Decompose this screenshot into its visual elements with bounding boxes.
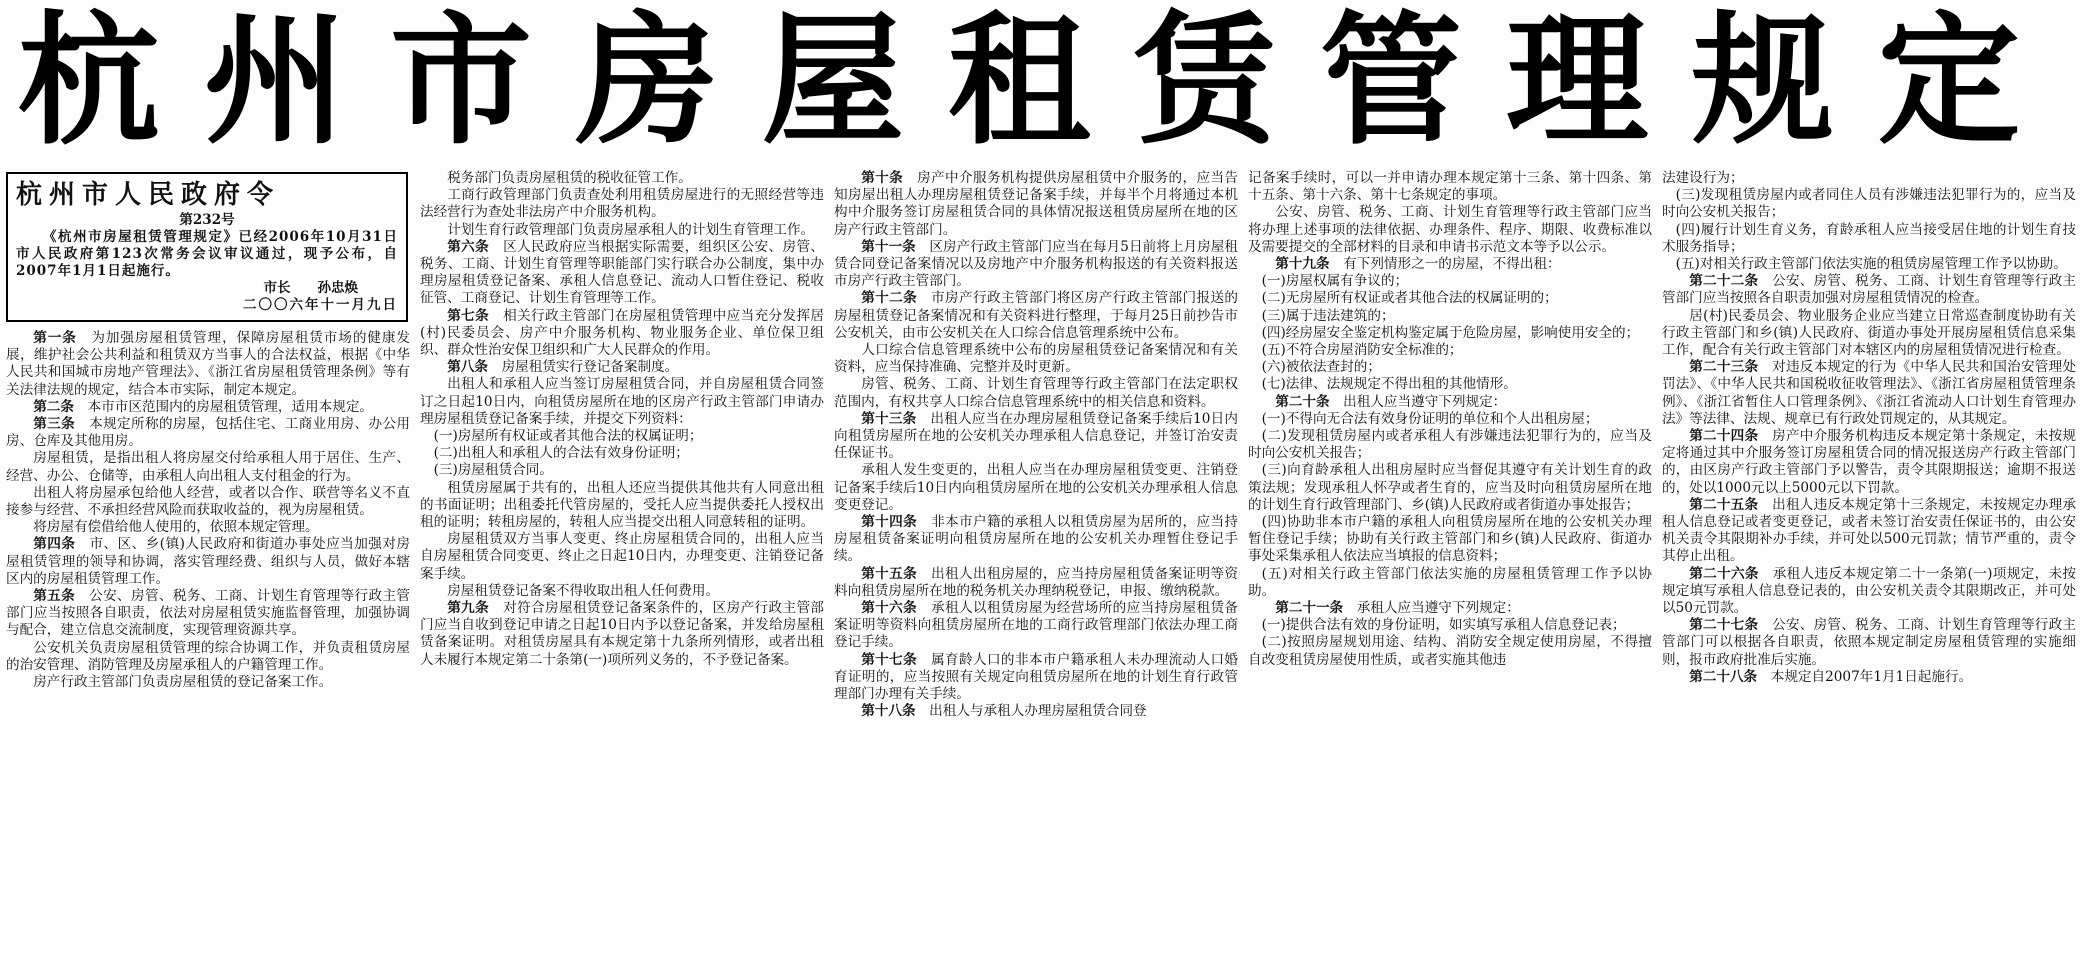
article-text: 出租人和承租人应当签订房屋租赁合同，并自房屋租赁合同签订之日起10日内，向租赁房屋所在地的区房产行政主管部门申请办理房屋租赁登记备案手续，并提交下列资料： [420,376,824,427]
article-paragraph [1662,359,2076,428]
article-text: (二)发现租赁房屋内或者承租人有涉嫌违法犯罪行为的，应当及时向公安机关报告； [1248,428,1652,462]
article-label: 第十七条 [861,651,918,668]
article-label: 第十九条 [1275,256,1330,273]
article-text: 承租人违反本规定第二十一条第(一)项规定，未按规定填写承租人信息登记表的，由公安机关责令其限期改正，并可处以50元罚款。 [1662,565,2076,617]
article-label: 第二十七条 [1689,617,1759,634]
article-text: 居(村)民委员会、物业服务企业应当建立日常巡查制度协助有关行政主管部门和乡(镇)人民政府、街道办事处开展房屋租赁信息采集工作，配合有关行政主管部门对本辖区内的房屋租赁情况进行检查。 [1662,307,2076,359]
article-paragraph [1662,497,2076,566]
article-text: 本市市区范围内的房屋租赁管理，适用本规定。 [87,398,374,415]
paragraph [6,674,410,691]
article-text: 公安、房管、税务、工商、计划生育管理等行政主管部门应当按照各自职责加强对房屋租赁情况的检查。 [1662,273,2076,307]
article-label: 第十条 [861,170,904,186]
article-text: 公安、房管、税务、工商、计划生育管理等行政主管部门应当将办理上述事项的法律依据、办理条件、程序、期限、收费标准以及需要提交的全部材料的目录和申请书示范文本等予以公示。 [1248,204,1652,255]
article-text: 房屋租赁实行登记备案制度。 [501,359,679,376]
article-label: 第二十八条 [1689,668,1758,685]
paragraph [1248,617,1652,634]
paragraph [420,187,824,221]
article-text: 承租人发生变更的，出租人应当在办理房屋租赁变更、注销登记备案手续后10日内向租赁房屋所在地的公安机关办理承租人信息变更登记。 [834,462,1238,513]
article-text: (四)履行计划生育义务，育龄承租人应当接受居住地的计划生育技术服务指导； [1662,221,2076,255]
article-text: 公安、房管、税务、工商、计划生育管理等行政主管部门可以根据各自职责，依照本规定制定房屋租赁管理的实施细则，报市政府批准后实施。 [1662,617,2076,668]
article-text: 房管、税务、工商、计划生育管理等行政主管部门在法定职权范围内，有权共享人口综合信息管理系统中的相关信息和资料。 [834,376,1238,410]
column-1 [6,170,410,950]
column-1-text [6,330,410,691]
article-text: (三)发现租赁房屋内或者同住人员有涉嫌违法犯罪行为的，应当及时向公安机关报告； [1662,187,2076,221]
article-text: 承租人以租赁房屋为经营场所的应当持房屋租赁备案证明等资料向租赁房屋所在地的工商行政管理部门依法办理工商登记手续。 [834,600,1238,651]
paragraph [1248,342,1652,359]
article-text: 房产中介服务机构违反本规定第十条规定，未按规定将通过其中介服务签订房屋租赁合同的情况报送房产行政主管部门的，由区房产行政主管部门予以警告，责令其限期报送；逾期不报送的，处以1000元以上5000元以下罚款。 [1662,428,2076,496]
article-label: 第七条 [447,307,490,324]
paragraph [420,480,824,532]
article-label: 第二十一条 [1275,600,1344,617]
article-paragraph [834,600,1238,652]
article-paragraph [6,330,410,399]
article-text: 区房产行政主管部门应当在每月5日前将上月房屋租赁合同登记备案情况以及房地产中介服务机构报送的有关资料报送市房产行政主管部门。 [834,238,1238,290]
paragraph [420,445,824,462]
paragraph [1662,170,2076,187]
article-text: 市房产行政主管部门将区房产行政主管部门报送的房屋租赁登记备案情况和有关资料进行整理，于每月25日前抄告市公安机关，由市公安机关在人口综合信息管理系统中公布。 [834,290,1238,341]
paragraph [1248,359,1652,376]
article-label: 第三条 [33,416,76,433]
column-4 [1248,170,1652,950]
article-text: 非本市户籍的承租人以租赁房屋为居所的，应当持房屋租赁备案证明向租赁房屋所在地的公安机关办理暂住登记手续。 [834,514,1238,565]
article-label: 第五条 [33,588,76,605]
article-label: 第十八条 [861,703,916,720]
article-paragraph [420,308,824,360]
article-label: 第十五条 [861,565,918,582]
decree-number: 第232号 [179,212,235,228]
article-text: 房屋租赁双方当事人变更、终止房屋租赁合同的，出租人应当自房屋租赁合同变更、终止之日起10日内，办理变更、注销登记备案手续。 [420,531,824,582]
article-text: (一)房屋权属有争议的； [1261,273,1409,290]
article-text: 出租人与承租人办理房屋租赁合同登 [929,703,1147,720]
article-label: 第二十五条 [1689,496,1759,513]
article-paragraph [834,411,1238,463]
paragraph [1248,376,1652,393]
article-text: (二)出租人和承租人的合法有效身份证明； [433,445,689,462]
paragraph [1248,411,1652,428]
article-label: 第十四条 [861,514,918,531]
paragraph [834,342,1238,376]
paragraph [1662,256,2076,273]
article-text: (二)按照房屋规划用途、结构、消防安全规定使用房屋，不得擅自改变租赁房屋使用性质，或者实施其他违 [1248,634,1652,668]
paragraph [1248,566,1652,600]
article-text: (一)房屋所有权证或者其他合法的权属证明； [433,428,703,445]
paragraph [420,222,824,239]
column-5-text [1662,170,2076,686]
article-label: 第二条 [33,398,74,415]
paragraph [1248,514,1652,566]
article-label: 第二十三条 [1689,359,1759,376]
decree-box [6,172,408,322]
article-text: 出租人出租房屋的，应当持房屋租赁备案证明等资料向租赁房屋所在地的税务机关办理纳税登记，申报、缴纳税款。 [834,565,1238,599]
article-text: 对违反本规定的行为《中华人民共和国治安管理处罚法》、《中华人民共和国税收征收管理法》、《浙江省房屋租赁管理条例》、《浙江省暂住人口管理条例》、《浙江省流动人口计划生育管理办法》等法律、法规、规章已有行政处罚规定的，从其规定。 [1662,359,2076,427]
article-label: 第八条 [447,359,488,376]
article-text: (二)无房屋所有权证或者其他合法的权属证明的； [1261,290,1558,307]
decree-signature: 市长 孙忠焕 [263,280,358,296]
article-text: 本规定自2007年1月1日起施行。 [1770,668,1973,685]
article-label: 第二十四条 [1689,428,1759,445]
article-paragraph [834,514,1238,566]
article-text: 租赁房屋属于共有的，出租人还应当提供其他共有人同意出租的书面证明；出租委托代管房屋的，受托人应当提供委托人授权出租的证明；转租房屋的，转租人应当提交出租人同意转租的证明。 [420,479,824,531]
paragraph [1248,273,1652,290]
paragraph [6,640,410,674]
article-text: 相关行政主管部门在房屋租赁管理中应当充分发挥居(村)民委员会、房产中介服务机构、物业服务企业、单位保卫组织、群众性治安保卫组织和广大人民群众的作用。 [420,307,824,359]
article-paragraph [6,416,410,450]
article-text: (七)法律、法规规定不得出租的其他情形。 [1261,376,1517,393]
article-paragraph [6,399,410,416]
paragraph [1248,308,1652,325]
paragraph [1248,290,1652,307]
article-label: 第六条 [447,238,490,255]
article-text: 法建设行为； [1662,170,1744,186]
article-text: 承租人应当遵守下列规定： [1356,600,1520,617]
article-text: 房屋租赁，是指出租人将房屋交付给承租人用于居住、生产、经营、办公、仓储等，由承租人向出租人支付租金的行为。 [6,450,410,484]
article-text: 对符合房屋租赁登记备案条件的，区房产行政主管部门应当自收到登记申请之日起10日内予以登记备案，并发给房屋租赁备案证明。对租赁房屋具有本规定第十九条所列情形，或者出租人未履行本规定第二十条第(一)项所列义务的，不予登记备案。 [420,600,824,668]
article-text: (一)提供合法有效的身份证明，如实填写承租人信息登记表； [1261,617,1626,634]
article-label: 第二十二条 [1689,273,1759,290]
article-label: 第四条 [33,536,76,553]
article-paragraph [6,588,410,640]
article-text: (三)属于违法建筑的； [1261,307,1395,324]
article-text: 计划生育行政管理部门负责房屋承租人的计划生育管理工作。 [447,221,815,238]
article-paragraph [834,170,1238,239]
article-paragraph [1662,566,2076,618]
paragraph [1248,428,1652,462]
decree-text: 《杭州市房屋租赁管理规定》已经2006年10月31日市人民政府第123次常务会议审议通过，现予公布，自2007年1月1日起施行。 [16,229,398,279]
article-paragraph [1662,428,2076,497]
article-paragraph [834,566,1238,600]
article-text: (三)房屋租赁合同。 [433,462,553,479]
paragraph [1662,187,2076,221]
article-text: 将房屋有偿借给他人使用的，依照本规定管理。 [33,519,319,536]
paragraph [6,450,410,484]
paragraph [1248,325,1652,342]
paragraph [420,583,824,600]
article-text: 公安机关负责房屋租赁管理的综合协调工作，并负责租赁房屋的治安管理、消防管理及房屋承租人的户籍管理工作。 [6,639,410,673]
article-text: 出租人违反本规定第十三条规定，未按规定办理承租人信息登记或者变更登记，或者未签订治安责任保证书的，由公安机关责令其限期补办手续，并可处以500元罚款；情节严重的，责令其停止出租。 [1662,496,2076,565]
paragraph [420,462,824,479]
article-label: 第十一条 [861,238,916,255]
article-paragraph [420,239,824,308]
article-text: 有下列情形之一的房屋，不得出租： [1343,256,1561,273]
paragraph [420,428,824,445]
column-2 [420,170,824,950]
article-paragraph [1662,669,2076,686]
article-text: 公安、房管、税务、工商、计划生育管理等行政主管部门应当按照各自职责，依法对房屋租赁实施监督管理，加强协调与配合，建立信息交流制度，实现管理资源共享。 [6,588,410,639]
column-3-text [834,170,1238,721]
article-text: 出租人应当在办理房屋租赁登记备案手续后10日内向租赁房屋所在地的公安机关办理承租人信息登记，并签订治安责任保证书。 [834,410,1238,462]
paragraph [6,519,410,536]
paragraph [1248,204,1652,256]
article-text: 出租人应当遵守下列规定： [1343,393,1507,410]
article-label: 第十六条 [861,600,918,617]
column-5 [1662,170,2076,950]
article-text: 市、区、乡(镇)人民政府和街道办事处应当加强对房屋租赁管理的领导和协调，落实管理经费、组织与人员，做好本辖区内的房屋租赁管理工作。 [6,536,410,587]
decree-date: 二〇〇六年十一月九日 [243,297,398,313]
article-text: (四)协助非本市户籍的承租人向租赁房屋所在地的公安机关办理暂住登记手续；协助有关行政主管部门和乡(镇)人民政府、街道办事处采集承租人依法应当填报的信息资料； [1248,514,1652,565]
article-text: (五)不符合房屋消防安全标准的； [1261,342,1463,359]
article-text: 为加强房屋租赁管理，保障房屋租赁市场的健康发展，维护社会公共利益和租赁双方当事人的合法权益，根据《中华人民共和国城市房地产管理法》、《浙江省房屋租赁管理条例》等有关法律法规的规定，结合本市实际，制定本规定。 [6,330,410,398]
paragraph [834,376,1238,410]
article-paragraph [1248,394,1652,411]
paragraph [420,376,824,428]
column-4-text [1248,170,1652,669]
article-text: (三)向育龄承租人出租房屋时应当督促其遵守有关计划生育的政策法规；发现承租人怀孕或者生育的，应当及时向租赁房屋所在地的计划生育行政管理部门、乡(镇)人民政府或者街道办事处报告； [1248,462,1652,513]
paragraph [1662,222,2076,256]
article-text: 房产行政主管部门负责房屋租赁的登记备案工作。 [33,674,333,691]
paragraph [1662,308,2076,360]
article-text: (六)被依法查封的； [1261,359,1381,376]
paragraph [834,462,1238,514]
decree-title: 杭州市人民政府令 [16,180,281,210]
article-text: (五)对相关行政主管部门依法实施的租赁房屋管理工作予以协助。 [1675,256,2067,273]
article-text: 税务部门负责房屋租赁的税收征管工作。 [447,170,692,186]
article-text: 房屋租赁登记备案不得收取出租人任何费用。 [447,582,720,599]
paragraph [1248,462,1652,514]
article-paragraph [420,359,824,376]
article-paragraph [834,290,1238,342]
article-paragraph [1662,617,2076,669]
article-text: (一)不得向无合法有效身份证明的单位和个人出租房屋； [1261,410,1599,427]
article-label: 第十二条 [861,290,918,307]
article-paragraph [1662,273,2076,307]
paragraph [1248,634,1652,668]
article-text: 房产中介服务机构提供房屋租赁中介服务的，应当告知房屋出租人办理房屋租赁登记备案手续，并每半个月将通过本机构中介服务签订房屋租赁合同的具体情况报送租赁房屋所在地的区房产行政主管部门。 [834,170,1238,238]
article-text: 区人民政府应当根据实际需要，组织区公安、房管、税务、工商、计划生育管理等职能部门实行联合办公制度，集中办理房屋租赁登记备案、承租人信息登记、流动人口暂住登记、税收征管、工商登记、计划生育管理等工作。 [420,238,824,307]
article-paragraph [834,652,1238,704]
article-label: 第二十六条 [1689,565,1759,582]
article-label: 第十三条 [861,410,917,427]
article-label: 第九条 [447,600,490,617]
paragraph [1248,170,1652,204]
article-paragraph [6,536,410,588]
article-text: (五)对相关行政主管部门依法实施的房屋租赁管理工作予以协助。 [1248,565,1652,599]
article-text: 出租人将房屋承包给他人经营，或者以合作、联营等名义不直接参与经营、不承担经营风险而获取收益的，视为房屋租赁。 [6,484,410,519]
paragraph [420,531,824,583]
article-text: 工商行政管理部门负责查处利用租赁房屋进行的无照经营等违法经营行为查处非法房产中介服务机构。 [420,187,824,221]
headline: 杭州市房屋租赁管理规定 [18,2,2064,162]
paragraph [420,170,824,187]
article-text: 属育龄人口的非本市户籍承租人未办理流动人口婚育证明的，应当按照有关规定向租赁房屋所在地的计划生育行政管理部门办理有关手续。 [834,651,1238,703]
article-text: (四)经房屋安全鉴定机构鉴定属于危险房屋，影响使用安全的； [1261,324,1640,341]
article-paragraph [1248,600,1652,617]
article-columns [6,170,2078,954]
article-label: 第一条 [33,330,77,346]
article-text: 记备案手续时，可以一并申请办理本规定第十三条、第十四条、第十五条、第十六条、第十七条规定的事项。 [1248,170,1652,204]
article-paragraph [1248,256,1652,273]
article-paragraph [834,703,1238,720]
column-2-text [420,170,824,669]
article-paragraph [834,239,1238,291]
article-text: 人口综合信息管理系统中公布的房屋租赁登记备案情况和有关资料，应当保持准确、完整并及时更新。 [834,342,1238,376]
paragraph [6,485,410,519]
article-label: 第二十条 [1275,393,1330,410]
article-text: 本规定所称的房屋，包括住宅、工商业用房、办公用房、仓库及其他用房。 [6,416,410,450]
article-paragraph [420,600,824,669]
column-3 [834,170,1238,950]
